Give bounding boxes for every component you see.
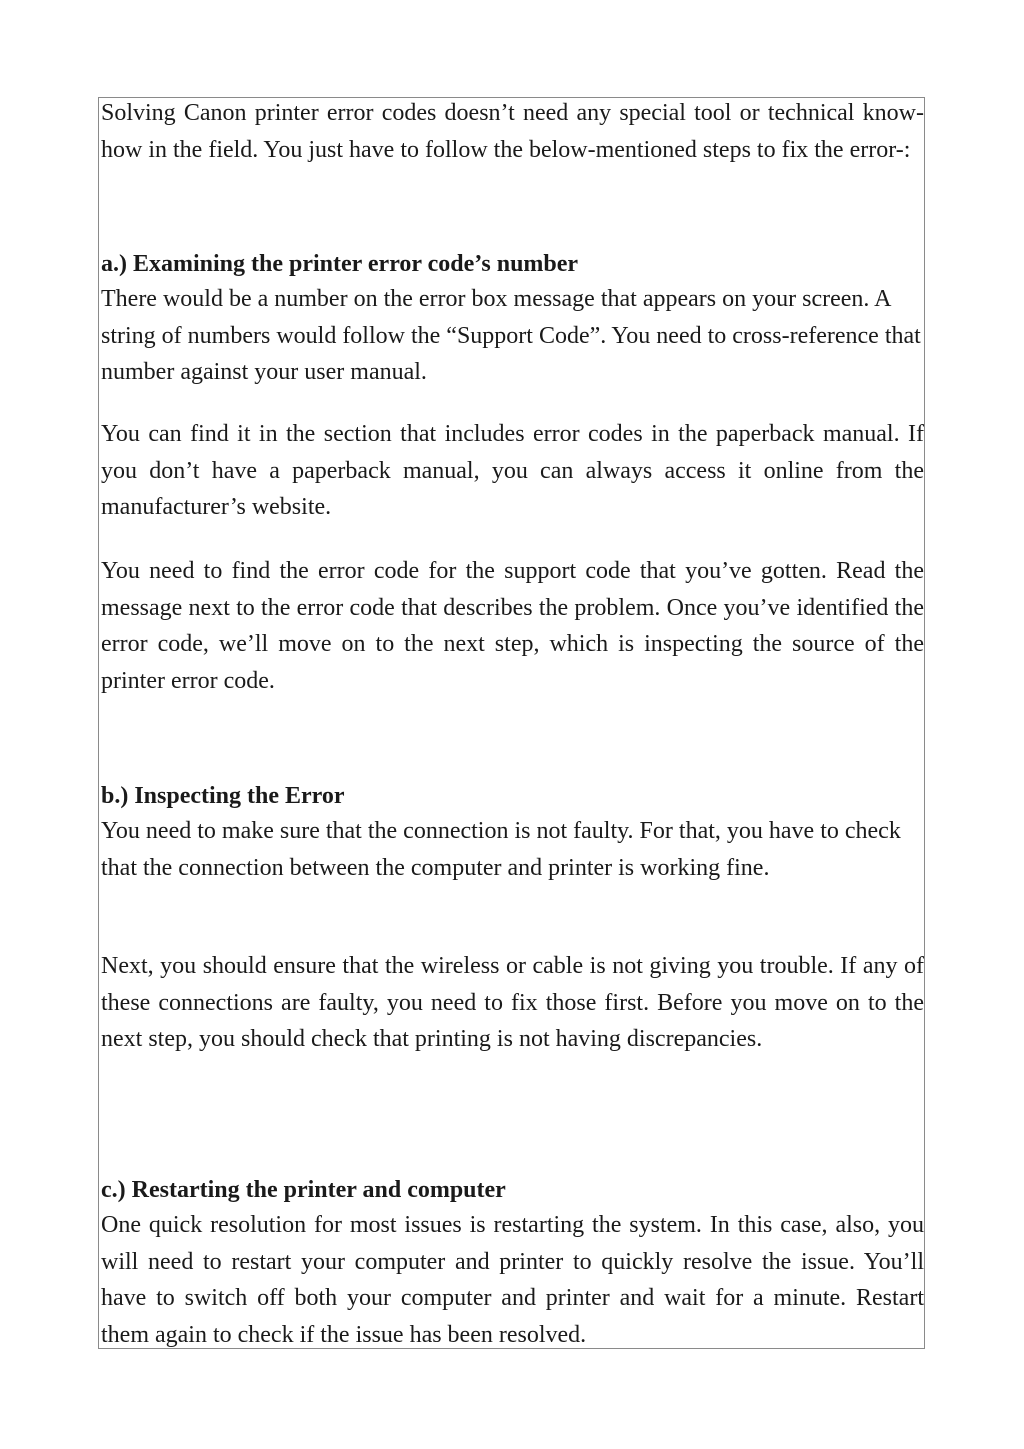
section-b-paragraph-2: Next, you should ensure that the wireless or cable is not giving you trouble. If any of these connections are faulty, you need to fix those first. Before you move on to the next step, you should check that printing is not having discrepancies. (101, 953, 924, 1053)
section-c-paragraph-1: One quick resolution for most issues is restarting the system. In this case, also, you will need to restart your computer and printer to quickly resolve the issue. You’ll have to switch off both your computer and printer and wait for a minute. Restart them again to check if the issue has been resolved. (101, 1212, 924, 1349)
section-a-paragraph-3: You need to find the error code for the support code that you’ve gotten. Read the message next to the error code that describes the problem. Once you’ve identified the error code, we’ll move on to the next step, which is inspecting the source of the printer error code. (101, 558, 924, 695)
section-a-heading: a.) Examining the printer error code’s number (101, 251, 579, 277)
section-a-paragraph-2: You can find it in the section that includes error codes in the paperback manual. If you don’t have a paperback manual, you can always access it online from the manufacturer’s website. (101, 421, 924, 521)
section-a-paragraph-1: There would be a number on the error box message that appears on your screen. A string of numbers would follow the “Support Code”. You need to cross-reference that number against your user manual. (101, 286, 921, 386)
intro-paragraph: Solving Canon printer error codes doesn’t need any special tool or technical know-how in the field. You just have to follow the below-mentioned steps to fix the error-: (101, 100, 924, 163)
section-b-heading: b.) Inspecting the Error (101, 783, 345, 809)
section-c-heading: c.) Restarting the printer and computer (101, 1177, 506, 1203)
section-b-paragraph-1: You need to make sure that the connection is not faulty. For that, you have to check that the connection between the computer and printer is working fine. (101, 818, 901, 881)
